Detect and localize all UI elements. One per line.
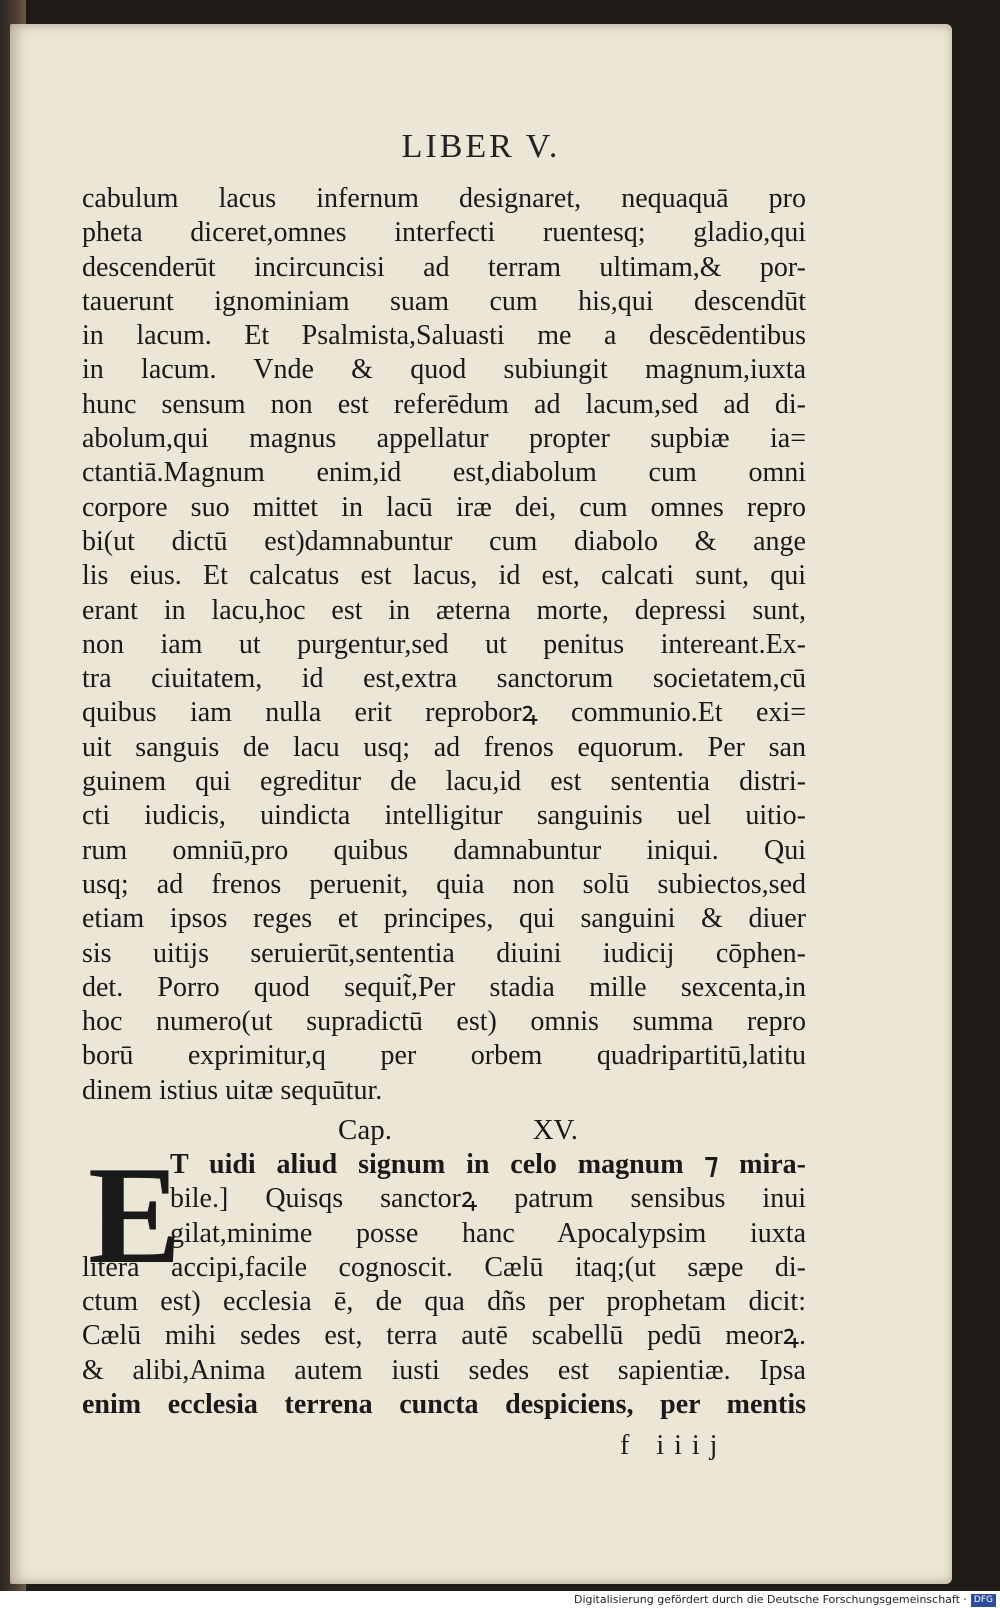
text-line: bi(ut dictū est)damnabuntur cum diabolo & ange <box>82 525 806 557</box>
chapter-text <box>82 1138 806 1422</box>
text-line: gilat,minime posse hanc Apocalypsim iuxta <box>170 1217 806 1249</box>
text-line: erant in lacu,hoc est in æterna morte, depressi sunt, <box>82 594 806 626</box>
text-line: bile.] Quisqs sanctorꝝ patrum sensibus inui <box>170 1183 806 1215</box>
dfg-logo: DFG <box>971 1594 996 1607</box>
text-line: dinem istius uitæ sequūtur. <box>82 1074 383 1106</box>
text-line: tra ciuitatem, id est,extra sanctorum societatem,cū <box>82 663 806 695</box>
text-line: rum omniū,pro quibus damnabuntur iniqui. Qui <box>82 834 806 866</box>
text-line: pheta diceret,omnes interfecti ruentesq; gladio,qui <box>82 217 806 249</box>
text-line: Cælū mihi sedes est, terra autē scabellū pedū meorꝝ. <box>82 1320 806 1352</box>
main-text <box>82 182 806 1108</box>
text-line: descenderūt incircuncisi ad terram ultimam,& por- <box>82 251 806 283</box>
text-line: borū exprimitur,q per orbem quadripartitū,latitu <box>82 1040 806 1072</box>
footer-credit: Digitalisierung gefördert durch die Deutsche Forschungsgemeinschaft · <box>573 1593 967 1606</box>
text-line: ctum est) ecclesia ē, de qua dñs per prophetam dicit: <box>82 1286 806 1318</box>
book-page <box>10 24 952 1584</box>
text-line: & alibi,Anima autem iusti sedes est sapientiæ. Ipsa <box>82 1354 806 1386</box>
drop-initial: E <box>88 1138 182 1293</box>
text-line: cti iudicis, uindicta intelligitur sanguinis uel uitio- <box>82 800 806 832</box>
text-line: etiam ipsos reges et principes, qui sanguini & diuer <box>82 903 806 935</box>
chapter-number: XV. <box>532 1114 578 1146</box>
text-line: literā accipi,facile cognoscit. Cælū itaq;(ut sæpe di- <box>82 1251 806 1283</box>
signature-mark: f iiij <box>620 1430 728 1461</box>
text-line: abolum,qui magnus appellatur propter supbiæ ia= <box>82 423 806 455</box>
text-line: enim ecclesia terrena cuncta despiciens, per mentis <box>82 1389 806 1421</box>
text-line: quibus iam nulla erit reproborꝝ communio.Et exi= <box>82 697 806 729</box>
text-line: sis uitijs seruierūt,sententia diuini iudicij cōphen- <box>82 937 806 969</box>
chapter-label: Cap. <box>338 1114 392 1146</box>
text-line: corpore suo mittet in lacū iræ dei, cum omnes repro <box>82 491 806 523</box>
text-line: ctantiā.Magnum enim,id est,diabolum cum omni <box>82 457 806 489</box>
running-header: LIBER V. <box>401 128 561 165</box>
text-line: guinem qui egreditur de lacu,id est sententia distri- <box>82 766 806 798</box>
text-line: hoc numero(ut supradictū est) omnis summa repro <box>82 1006 806 1038</box>
text-line: cabulum lacus infernum designaret, nequaquā pro <box>82 183 806 214</box>
text-line: lis eius. Et calcatus est lacus, id est, calcati sunt, qui <box>82 560 806 592</box>
text-line: in lacum. Vnde & quod subiungit magnum,iuxta <box>82 354 806 386</box>
text-line: non iam ut purgentur,sed ut penitus intereant.Ex- <box>82 628 806 660</box>
text-line: det. Porro quod sequit̃,Per stadia mille sexcenta,in <box>82 971 806 1003</box>
text-line: usq; ad frenos peruenit, quia non solū subiectos,sed <box>82 868 806 900</box>
text-line: uit sanguis de lacu usq; ad frenos equorum. Per san <box>82 731 806 763</box>
chapter-heading <box>338 1114 578 1147</box>
text-line: in lacum. Et Psalmista,Saluasti me a descēdentibus <box>82 320 806 352</box>
text-line: hunc sensum non est referēdum ad lacum,sed ad di- <box>82 388 806 420</box>
footer-bar <box>0 1591 1000 1608</box>
text-line: tauerunt ignominiam suam cum his,qui descendūt <box>82 285 806 317</box>
text-line: T uidi aliud signum in celo magnum ⁊ mira- <box>170 1149 806 1180</box>
